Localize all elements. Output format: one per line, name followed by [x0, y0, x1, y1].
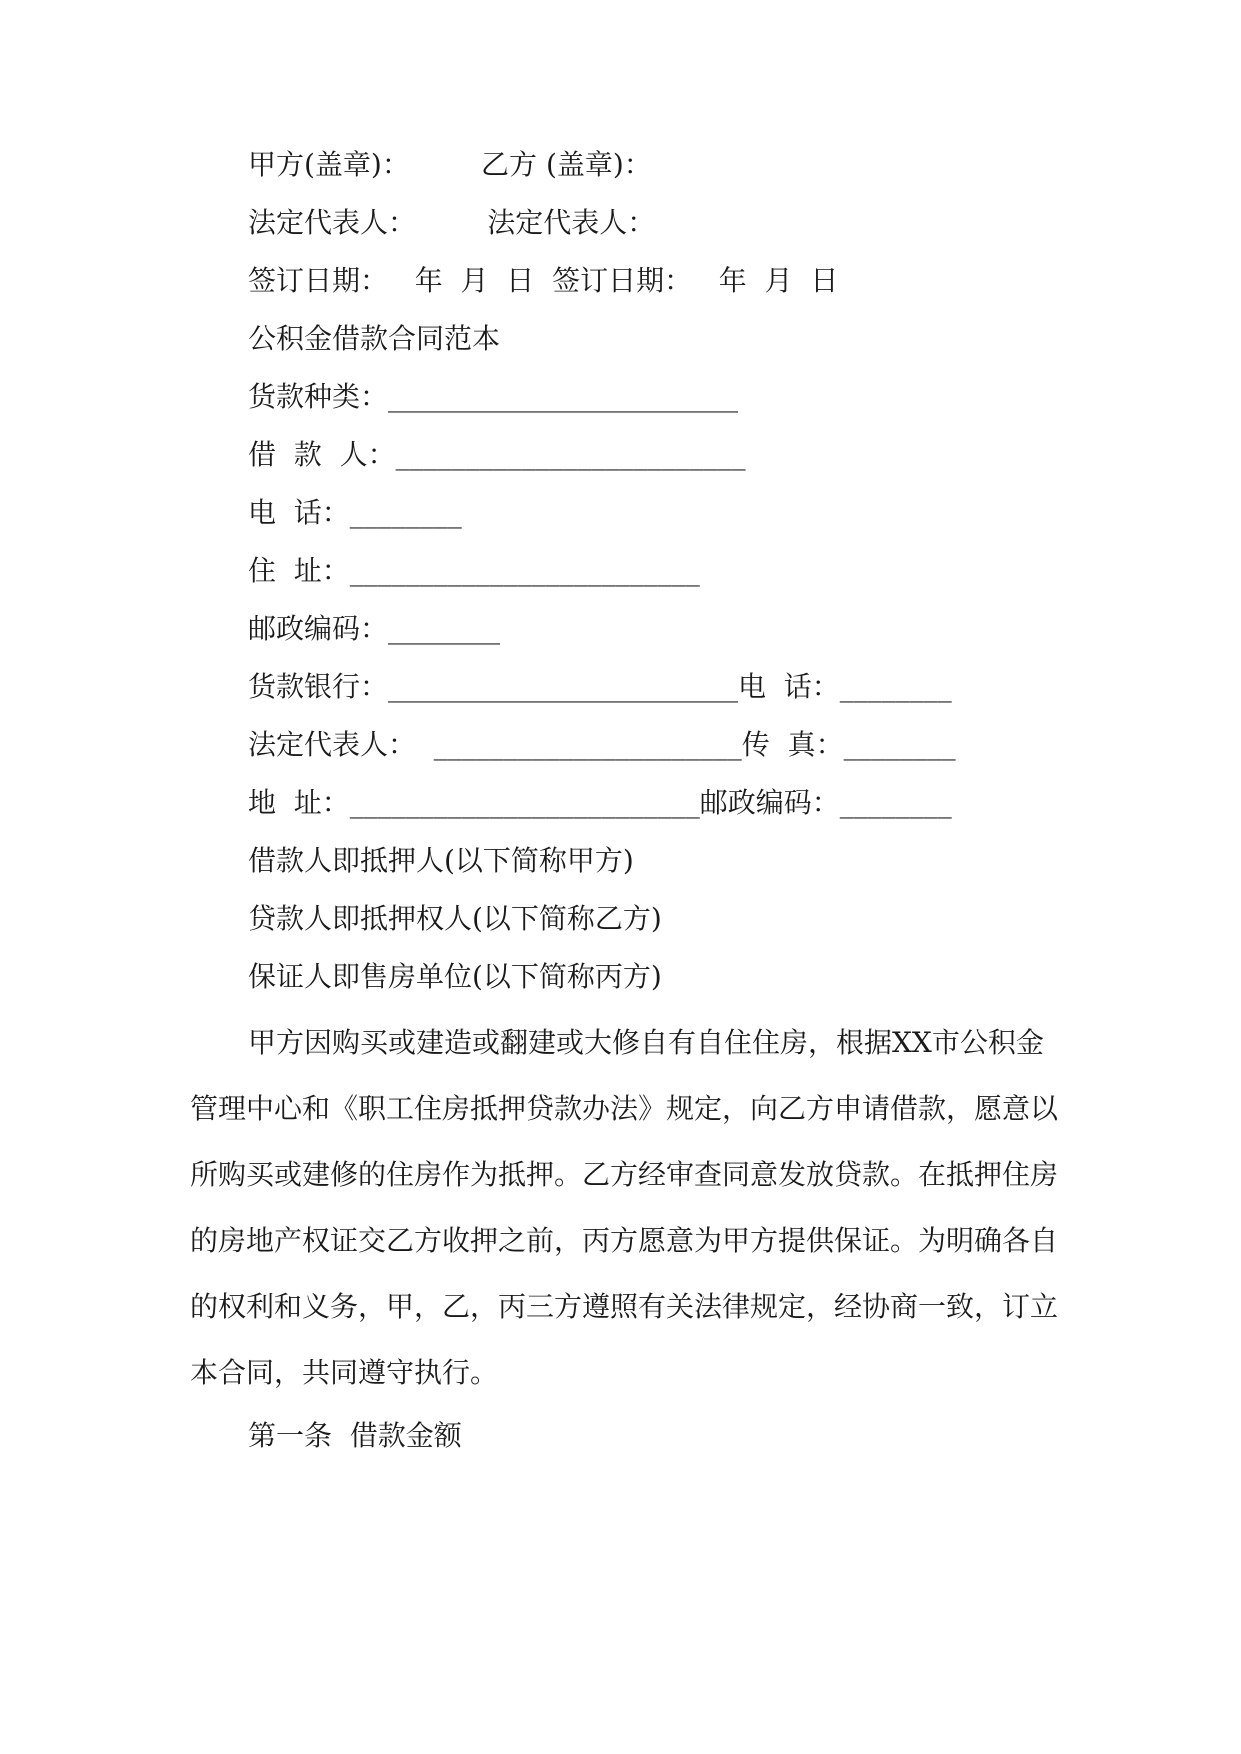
- address-field: 住 址：_________________________: [248, 554, 700, 587]
- contract-preamble: [190, 1010, 1066, 1406]
- signing-date-line: 签订日期： 年 月 日 签订日期： 年 月 日: [248, 264, 839, 297]
- article-one-heading: 第一条 借款金额: [248, 1419, 462, 1452]
- postal-code-field: 邮政编码：________: [248, 612, 501, 645]
- borrower-field: 借 款 人：_________________________: [248, 438, 746, 471]
- signature-party-a-b: 甲方(盖章)： 乙方 (盖章)：: [248, 148, 652, 181]
- legal-representative-line: 法定代表人： 法定代表人：: [248, 206, 656, 239]
- loan-type-field: 货款种类：_________________________: [248, 380, 739, 413]
- bank-legal-rep-field: 法定代表人： ______________________传 真：________: [248, 728, 956, 761]
- bank-address-field: 地 址：_________________________邮政编码：________: [248, 786, 952, 819]
- document-title: 公积金借款合同范本: [248, 322, 501, 355]
- contract-preamble-text: 甲方因购买或建造或翻建或大修自有自住住房，根据XX市公积金管理中心和《职工住房抵押贷款办法》规定，向乙方申请借款，愿意以所购买或建修的住房作为抵押。乙方经审查同意发放贷款。在抵押住房的房地产权证交乙方收押之前，丙方愿意为甲方提供保证。为明确各自的权利和义务，甲，乙，丙三方遵照有关法律规定，经协商一致，订立本合同，共同遵守执行。: [190, 1026, 1059, 1389]
- party-b-definition: 贷款人即抵押权人(以下简称乙方): [248, 902, 662, 935]
- party-c-definition: 保证人即售房单位(以下简称丙方): [248, 960, 662, 993]
- phone-field: 电 话：________: [248, 496, 462, 529]
- party-a-definition: 借款人即抵押人(以下简称甲方): [248, 844, 634, 877]
- lending-bank-field: 货款银行：_________________________电 话：________: [248, 670, 952, 703]
